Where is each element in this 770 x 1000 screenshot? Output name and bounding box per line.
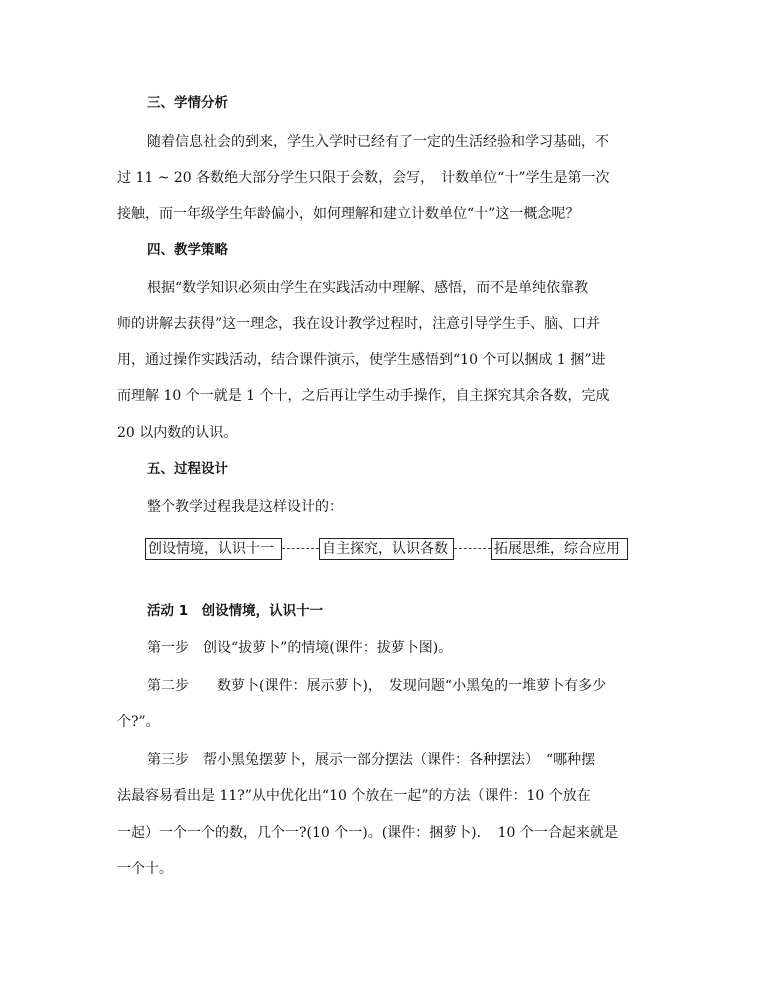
paragraph-line: 根据“数学知识必须由学生在实践活动中理解、感悟，而不是单纯依靠教 <box>147 280 589 296</box>
step-line: 第二步 数萝卜(课件：展示萝卜)， 发现问题“小黑兔的一堆萝卜有多少 <box>147 678 607 694</box>
flow-connector <box>454 548 491 549</box>
step-line: 个?”。 <box>117 714 160 730</box>
paragraph-line: 过 11 ~ 20 各数绝大部分学生只限于会数，会写， 计数单位“十”学生是第一次 <box>117 170 610 186</box>
flow-connector <box>282 548 319 549</box>
step-line: 第一步 创设“拔萝卜”的情境(课件：拔萝卜图)。 <box>147 640 453 656</box>
paragraph-line: 20 以内数的认识。 <box>117 425 238 441</box>
paragraph-line: 随着信息社会的到来，学生入学时已经有了一定的生活经验和学习基础，不 <box>147 134 609 150</box>
paragraph-line: 整个教学过程我是这样设计的： <box>147 499 343 515</box>
section-heading-learning-analysis: 三、学情分析 <box>147 95 228 111</box>
step-line: 第三步 帮小黑兔摆萝卜，展示一部分摆法（课件：各种摆法） “哪种摆 <box>147 752 596 768</box>
activity-heading: 活动 1 创设情境，认识十一 <box>147 603 324 619</box>
section-heading-process-design: 五、过程设计 <box>147 461 228 477</box>
step-line: 一个十。 <box>117 861 173 877</box>
paragraph-line: 用，通过操作实践活动，结合课件演示，使学生感悟到“10 个可以捆成 1 捆”进 <box>117 352 606 368</box>
section-heading-teaching-strategy: 四、教学策略 <box>147 242 228 258</box>
step-line: 一起）一个一个的数，几个一?(10 个一)。(课件：捆萝卜)． 10 个一合起来就是 <box>117 825 618 841</box>
flow-step-3: 拓展思维，综合应用 <box>491 538 628 560</box>
paragraph-line: 师的讲解去获得”这一理念，我在设计教学过程时，注意引导学生手、脑、口并 <box>117 316 601 332</box>
flow-step-2: 自主探究，认识各数 <box>319 538 454 560</box>
paragraph-line: 接触，而一年级学生年龄偏小，如何理解和建立计数单位“十”这一概念呢？ <box>117 206 580 222</box>
flow-step-1: 创设情境，认识十一 <box>145 538 282 560</box>
paragraph-line: 而理解 10 个一就是 1 个十，之后再让学生动手操作，自主探究其余各数，完成 <box>117 388 610 404</box>
step-line: 法最容易看出是 11?”从中优化出“10 个放在一起”的方法（课件：10 个放在 <box>117 788 591 804</box>
